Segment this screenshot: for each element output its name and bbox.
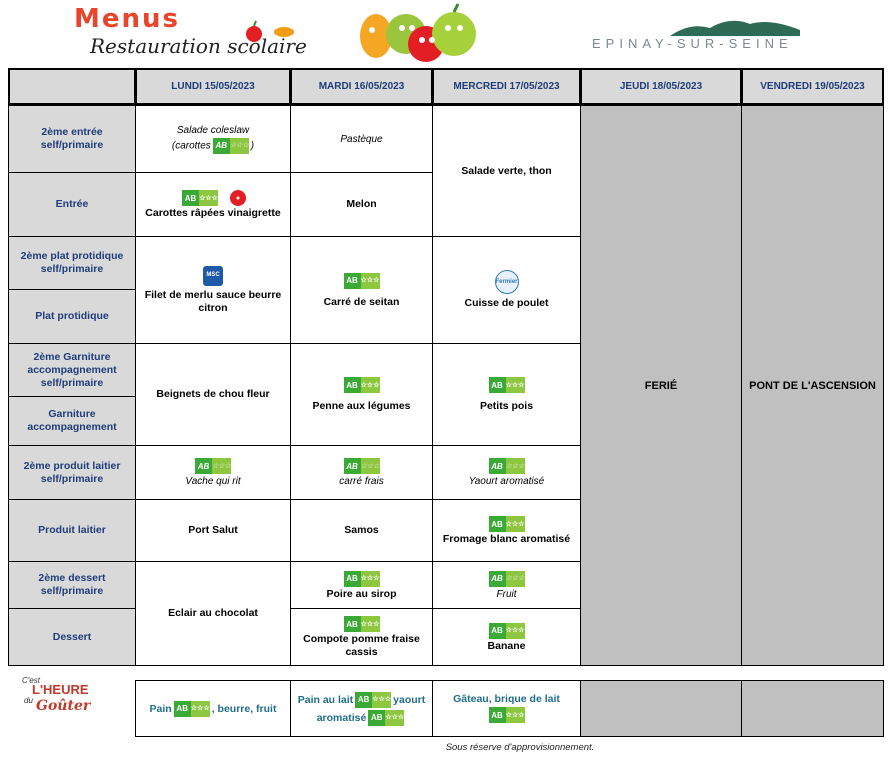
menu-cell-wednesday-dessert2: AB ☆☆☆ Fruit: [432, 561, 581, 609]
menu-cell-tuesday-plat: AB ☆☆☆ Carré de seitan: [290, 236, 433, 344]
row-label: 2ème entrée self/primaire: [8, 105, 136, 173]
menu-cell-monday-laitier: Port Salut: [135, 499, 291, 562]
row-label: 2ème produit laitier self/primaire: [8, 445, 136, 500]
organic-label-icon: AB ☆☆☆: [195, 458, 231, 474]
city-name: EPINAY-SUR-SEINE: [592, 36, 793, 51]
organic-label-icon: AB ☆☆☆: [182, 190, 218, 206]
fruit-characters-icon: [354, 2, 484, 66]
fermier-label-icon: Fermier: [495, 270, 519, 294]
header-day-wednesday: MERCREDI 17/05/2023: [432, 68, 581, 105]
header-day-tuesday: MARDI 16/05/2023: [290, 68, 433, 105]
menu-cell-wednesday-entree: Salade verte, thon: [432, 105, 581, 237]
row-label: Dessert: [8, 608, 136, 666]
gouter-wednesday: Gâteau, brique de lait AB ☆☆☆: [432, 680, 581, 737]
menu-cell-monday-dessert: Eclair au chocolat: [135, 561, 291, 666]
row-label: 2ème dessert self/primaire: [8, 561, 136, 609]
header-day-friday: VENDREDI 19/05/2023: [741, 68, 884, 105]
organic-label-icon: AB ☆☆☆: [344, 377, 380, 393]
menu-cell-wednesday-dessert: AB ☆☆☆ Banane: [432, 608, 581, 666]
menu-cell-wednesday-garniture: AB ☆☆☆ Petits pois: [432, 343, 581, 446]
gouter-friday: [741, 680, 884, 737]
menu-cell-tuesday-dessert: AB ☆☆☆ Compote pomme fraise cassis: [290, 608, 433, 666]
organic-label-icon: AB ☆☆☆: [489, 571, 525, 587]
france-origin-icon: ●: [230, 190, 246, 206]
row-label: 2ème Garniture accompagnement self/primaire: [8, 343, 136, 397]
organic-label-icon: AB ☆☆☆: [368, 710, 404, 726]
msc-label-icon: MSC: [203, 266, 223, 286]
row-label: Produit laitier: [8, 499, 136, 562]
menu-cell-monday-entree: AB ☆☆☆ ● Carottes râpées vinaigrette: [135, 172, 291, 237]
organic-label-icon: AB ☆☆☆: [213, 138, 249, 154]
gouter-thursday: [580, 680, 742, 737]
menu-cell-wednesday-plat: Fermier Cuisse de poulet: [432, 236, 581, 344]
gouter-monday: Pain AB ☆☆☆ , beurre, fruit: [135, 680, 291, 737]
menu-cell-wednesday-laitier2: AB ☆☆☆ Yaourt aromatisé: [432, 445, 581, 500]
menu-cell-wednesday-laitier: AB ☆☆☆ Fromage blanc aromatisé: [432, 499, 581, 562]
row-label: Garniture accompagnement: [8, 396, 136, 446]
friday-holiday: PONT DE L'ASCENSION: [741, 105, 884, 666]
menus-logo: Menus: [74, 4, 181, 34]
menu-cell-monday-entree2: Salade coleslaw (carottes AB ☆☆☆ ): [135, 105, 291, 173]
organic-label-icon: AB ☆☆☆: [489, 707, 525, 723]
organic-label-icon: AB ☆☆☆: [344, 273, 380, 289]
menu-cell-tuesday-garniture: AB ☆☆☆ Penne aux légumes: [290, 343, 433, 446]
city-hills-icon: [670, 14, 800, 36]
menu-cell-tuesday-dessert2: AB ☆☆☆ Poire au sirop: [290, 561, 433, 609]
subtitle: Restauration scolaire: [90, 34, 307, 58]
menu-cell-monday-plat: MSC Filet de merlu sauce beurre citron: [135, 236, 291, 344]
organic-label-icon: AB ☆☆☆: [344, 458, 380, 474]
header-day-thursday: JEUDI 18/05/2023: [580, 68, 742, 105]
menu-cell-tuesday-laitier: Samos: [290, 499, 433, 562]
menu-cell-monday-garniture: Beignets de chou fleur: [135, 343, 291, 446]
menu-cell-tuesday-entree2: Pastèque: [290, 105, 433, 173]
gouter-logo: C'est L'HEURE du Goûter: [22, 676, 91, 714]
menu-cell-tuesday-laitier2: AB ☆☆☆ carré frais: [290, 445, 433, 500]
organic-label-icon: AB ☆☆☆: [489, 623, 525, 639]
gouter-tuesday: Pain au lait AB ☆☆☆ yaourt aromatisé AB ☆☆☆: [290, 680, 433, 737]
header-corner: [8, 68, 136, 105]
menu-cell-tuesday-entree: Melon: [290, 172, 433, 237]
organic-label-icon: AB ☆☆☆: [355, 692, 391, 708]
menu-cell-monday-laitier2: AB ☆☆☆ Vache qui rit: [135, 445, 291, 500]
organic-label-icon: AB ☆☆☆: [344, 616, 380, 632]
organic-label-icon: AB ☆☆☆: [174, 701, 210, 717]
footer-note: Sous réserve d'approvisionnement.: [445, 742, 595, 753]
row-label: Plat protidique: [8, 289, 136, 344]
header-day-monday: LUNDI 15/05/2023: [135, 68, 291, 105]
row-label: Entrée: [8, 172, 136, 237]
organic-label-icon: AB ☆☆☆: [489, 458, 525, 474]
organic-label-icon: AB ☆☆☆: [489, 516, 525, 532]
organic-label-icon: AB ☆☆☆: [489, 377, 525, 393]
row-label: 2ème plat protidique self/primaire: [8, 236, 136, 290]
thursday-holiday: FERIÉ: [580, 105, 742, 666]
organic-label-icon: AB ☆☆☆: [344, 571, 380, 587]
